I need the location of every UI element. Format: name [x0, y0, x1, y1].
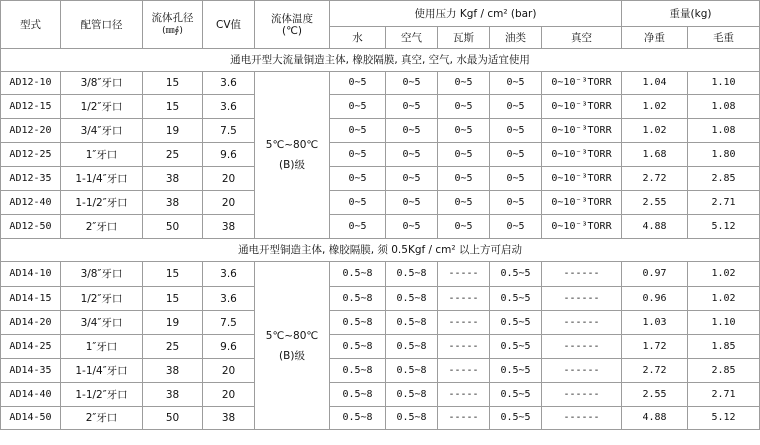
cell-bore: 19: [143, 119, 203, 143]
cell-air: 0.5~8: [386, 311, 438, 335]
cell-pipe: 1-1/2″牙口: [61, 383, 143, 407]
section-title-row: [1, 49, 760, 72]
cell-model: AD12-15: [1, 95, 61, 119]
cell-gross-weight: 1.02: [688, 262, 760, 287]
cell-water: 0.5~8: [330, 383, 386, 407]
cell-gas: -----: [438, 311, 490, 335]
cell-net-weight: 1.03: [622, 311, 688, 335]
cell-bore: 38: [143, 359, 203, 383]
cell-oil: 0.5~5: [490, 407, 542, 430]
table-row: [1, 191, 760, 215]
cell-oil: 0~5: [490, 215, 542, 239]
cell-gross-weight: 2.71: [688, 191, 760, 215]
cell-air: 0~5: [386, 191, 438, 215]
cell-air: 0~5: [386, 119, 438, 143]
cell-model: AD12-40: [1, 191, 61, 215]
cell-cv: 20: [203, 383, 255, 407]
temp-range-cell: [255, 262, 330, 430]
cell-pipe: 3/8″牙口: [61, 262, 143, 287]
cell-oil: 0.5~5: [490, 311, 542, 335]
col-bore-header: [143, 1, 203, 49]
temp-range-cell: [255, 72, 330, 239]
cell-air: 0.5~8: [386, 407, 438, 430]
col-oil-header: 油类: [490, 27, 542, 49]
cell-gas: -----: [438, 407, 490, 430]
cell-cv: 38: [203, 215, 255, 239]
cell-model: AD14-40: [1, 383, 61, 407]
cell-net-weight: 1.68: [622, 143, 688, 167]
cell-net-weight: 2.72: [622, 359, 688, 383]
cell-net-weight: 1.04: [622, 72, 688, 95]
cell-pipe: 1/2″牙口: [61, 287, 143, 311]
cell-pipe: 2″牙口: [61, 215, 143, 239]
cell-oil: 0~5: [490, 95, 542, 119]
cell-cv: 9.6: [203, 143, 255, 167]
temp-grade: (B)级: [279, 159, 305, 171]
cell-air: 0~5: [386, 143, 438, 167]
cell-vacuum: 0~10⁻³TORR: [542, 95, 622, 119]
cell-bore: 15: [143, 287, 203, 311]
temp-header-unit: (℃): [282, 24, 302, 37]
cell-model: AD14-35: [1, 359, 61, 383]
cell-vacuum: ------: [542, 262, 622, 287]
cell-bore: 15: [143, 95, 203, 119]
cell-cv: 20: [203, 359, 255, 383]
cell-model: AD12-20: [1, 119, 61, 143]
cell-cv: 38: [203, 407, 255, 430]
cell-pipe: 3/4″牙口: [61, 119, 143, 143]
cell-gross-weight: 1.02: [688, 287, 760, 311]
cell-water: 0~5: [330, 191, 386, 215]
cell-bore: 38: [143, 383, 203, 407]
cell-vacuum: 0~10⁻³TORR: [542, 215, 622, 239]
cell-water: 0.5~8: [330, 311, 386, 335]
cell-pipe: 3/8″牙口: [61, 72, 143, 95]
cell-gross-weight: 1.80: [688, 143, 760, 167]
col-air-header: 空气: [386, 27, 438, 49]
cell-cv: 9.6: [203, 335, 255, 359]
temp-header-label: 流体温度: [271, 12, 313, 25]
table-row: [1, 167, 760, 191]
cell-oil: 0.5~5: [490, 383, 542, 407]
table-row: [1, 72, 760, 95]
cell-gross-weight: 5.12: [688, 407, 760, 430]
spec-table-body: [1, 49, 760, 430]
cell-oil: 0~5: [490, 72, 542, 95]
cell-gas: -----: [438, 383, 490, 407]
cell-vacuum: 0~10⁻³TORR: [542, 191, 622, 215]
cell-gas: 0~5: [438, 95, 490, 119]
cell-vacuum: 0~10⁻³TORR: [542, 119, 622, 143]
col-gas-header: 瓦斯: [438, 27, 490, 49]
cell-net-weight: 1.02: [622, 119, 688, 143]
cell-vacuum: ------: [542, 335, 622, 359]
cell-air: 0.5~8: [386, 383, 438, 407]
cell-net-weight: 0.97: [622, 262, 688, 287]
cell-model: AD14-15: [1, 287, 61, 311]
table-row: [1, 119, 760, 143]
cell-gas: -----: [438, 359, 490, 383]
cell-water: 0.5~8: [330, 407, 386, 430]
cell-gas: 0~5: [438, 143, 490, 167]
cell-pipe: 1-1/4″牙口: [61, 359, 143, 383]
cell-cv: 7.5: [203, 311, 255, 335]
cell-gas: 0~5: [438, 167, 490, 191]
col-weight-header: 重量(kg): [622, 1, 760, 27]
cell-vacuum: ------: [542, 383, 622, 407]
col-net-weight-header: 净重: [622, 27, 688, 49]
cell-oil: 0~5: [490, 167, 542, 191]
cell-air: 0~5: [386, 167, 438, 191]
cell-vacuum: ------: [542, 287, 622, 311]
section-title: 通电开型铜造主体, 橡胶隔膜, 须 0.5Kgf / cm² 以上方可启动: [1, 239, 760, 262]
temp-range: 5℃~80℃: [265, 329, 319, 342]
cell-oil: 0.5~5: [490, 359, 542, 383]
cell-model: AD12-25: [1, 143, 61, 167]
cell-net-weight: 2.55: [622, 191, 688, 215]
temp-grade: (B)级: [279, 349, 305, 362]
cell-bore: 19: [143, 311, 203, 335]
cell-gross-weight: 1.10: [688, 72, 760, 95]
cell-net-weight: 1.72: [622, 335, 688, 359]
col-water-header: 水: [330, 27, 386, 49]
cell-model: AD12-35: [1, 167, 61, 191]
cell-gross-weight: 2.85: [688, 167, 760, 191]
col-pressure-header: 使用压力 Kgf / cm² (bar): [330, 1, 622, 27]
cell-air: 0.5~8: [386, 335, 438, 359]
cell-bore: 15: [143, 262, 203, 287]
cell-net-weight: 4.88: [622, 215, 688, 239]
cell-cv: 20: [203, 191, 255, 215]
cell-cv: 7.5: [203, 119, 255, 143]
table-row: [1, 95, 760, 119]
cell-bore: 15: [143, 72, 203, 95]
cell-cv: 3.6: [203, 72, 255, 95]
temp-range: 5℃~80℃: [265, 139, 319, 151]
cell-water: 0~5: [330, 215, 386, 239]
col-gross-weight-header: 毛重: [688, 27, 760, 49]
col-vacuum-header: 真空: [542, 27, 622, 49]
cell-gas: 0~5: [438, 215, 490, 239]
cell-water: 0~5: [330, 167, 386, 191]
table-row: [1, 359, 760, 383]
cell-air: 0.5~8: [386, 262, 438, 287]
col-pipe-header: 配管口径: [61, 1, 143, 49]
cell-gross-weight: 1.08: [688, 119, 760, 143]
bore-header-label: 流体孔径: [151, 12, 194, 24]
cell-bore: 25: [143, 335, 203, 359]
table-row: [1, 311, 760, 335]
cell-vacuum: ------: [542, 311, 622, 335]
cell-gas: 0~5: [438, 119, 490, 143]
cell-bore: 50: [143, 215, 203, 239]
cell-cv: 3.6: [203, 95, 255, 119]
table-row: [1, 143, 760, 167]
cell-oil: 0.5~5: [490, 335, 542, 359]
cell-gas: -----: [438, 335, 490, 359]
cell-oil: 0.5~5: [490, 287, 542, 311]
cell-pipe: 1-1/2″牙口: [61, 191, 143, 215]
table-row: [1, 287, 760, 311]
cell-vacuum: ------: [542, 359, 622, 383]
section-title: 通电开型大流量铜造主体, 橡胶隔膜, 真空, 空气, 水最为适宜使用: [1, 49, 760, 72]
cell-pipe: 1″牙口: [61, 143, 143, 167]
cell-net-weight: 2.55: [622, 383, 688, 407]
cell-oil: 0~5: [490, 143, 542, 167]
cell-model: AD14-20: [1, 311, 61, 335]
cell-gas: -----: [438, 287, 490, 311]
cell-water: 0~5: [330, 72, 386, 95]
cell-pipe: 1-1/4″牙口: [61, 167, 143, 191]
cell-bore: 38: [143, 167, 203, 191]
cell-gross-weight: 1.10: [688, 311, 760, 335]
cell-pipe: 2″牙口: [61, 407, 143, 430]
cell-gross-weight: 1.08: [688, 95, 760, 119]
cell-net-weight: 0.96: [622, 287, 688, 311]
cell-bore: 25: [143, 143, 203, 167]
col-cv-header: CV值: [203, 1, 255, 49]
cell-pipe: 1″牙口: [61, 335, 143, 359]
cell-vacuum: 0~10⁻³TORR: [542, 72, 622, 95]
cell-water: 0~5: [330, 143, 386, 167]
cell-water: 0.5~8: [330, 262, 386, 287]
cell-vacuum: ------: [542, 407, 622, 430]
col-model-header: 型式: [1, 1, 61, 49]
table-row: [1, 383, 760, 407]
cell-gas: 0~5: [438, 72, 490, 95]
cell-water: 0.5~8: [330, 335, 386, 359]
cell-air: 0~5: [386, 72, 438, 95]
cell-gross-weight: 2.85: [688, 359, 760, 383]
cell-bore: 50: [143, 407, 203, 430]
table-row: [1, 407, 760, 430]
bore-header-unit: (㎜∮): [162, 26, 183, 36]
cell-water: 0~5: [330, 119, 386, 143]
cell-vacuum: 0~10⁻³TORR: [542, 143, 622, 167]
cell-bore: 38: [143, 191, 203, 215]
cell-water: 0.5~8: [330, 359, 386, 383]
cell-oil: 0~5: [490, 191, 542, 215]
cell-model: AD12-10: [1, 72, 61, 95]
cell-net-weight: 2.72: [622, 167, 688, 191]
cell-gas: -----: [438, 262, 490, 287]
cell-pipe: 3/4″牙口: [61, 311, 143, 335]
cell-net-weight: 1.02: [622, 95, 688, 119]
cell-oil: 0.5~5: [490, 262, 542, 287]
cell-air: 0~5: [386, 95, 438, 119]
section-title-row: [1, 239, 760, 262]
cell-cv: 3.6: [203, 287, 255, 311]
cell-air: 0.5~8: [386, 359, 438, 383]
cell-pipe: 1/2″牙口: [61, 95, 143, 119]
table-row: [1, 215, 760, 239]
cell-water: 0.5~8: [330, 287, 386, 311]
cell-net-weight: 4.88: [622, 407, 688, 430]
cell-vacuum: 0~10⁻³TORR: [542, 167, 622, 191]
col-temp-header: [255, 1, 330, 49]
cell-water: 0~5: [330, 95, 386, 119]
cell-gross-weight: 2.71: [688, 383, 760, 407]
cell-model: AD14-10: [1, 262, 61, 287]
cell-model: AD12-50: [1, 215, 61, 239]
table-row: [1, 335, 760, 359]
cell-cv: 3.6: [203, 262, 255, 287]
table-row: [1, 262, 760, 287]
cell-air: 0.5~8: [386, 287, 438, 311]
cell-model: AD14-50: [1, 407, 61, 430]
cell-model: AD14-25: [1, 335, 61, 359]
cell-cv: 20: [203, 167, 255, 191]
cell-gas: 0~5: [438, 191, 490, 215]
cell-gross-weight: 5.12: [688, 215, 760, 239]
cell-air: 0~5: [386, 215, 438, 239]
cell-oil: 0~5: [490, 119, 542, 143]
cell-gross-weight: 1.85: [688, 335, 760, 359]
header-row-1: [1, 1, 760, 27]
